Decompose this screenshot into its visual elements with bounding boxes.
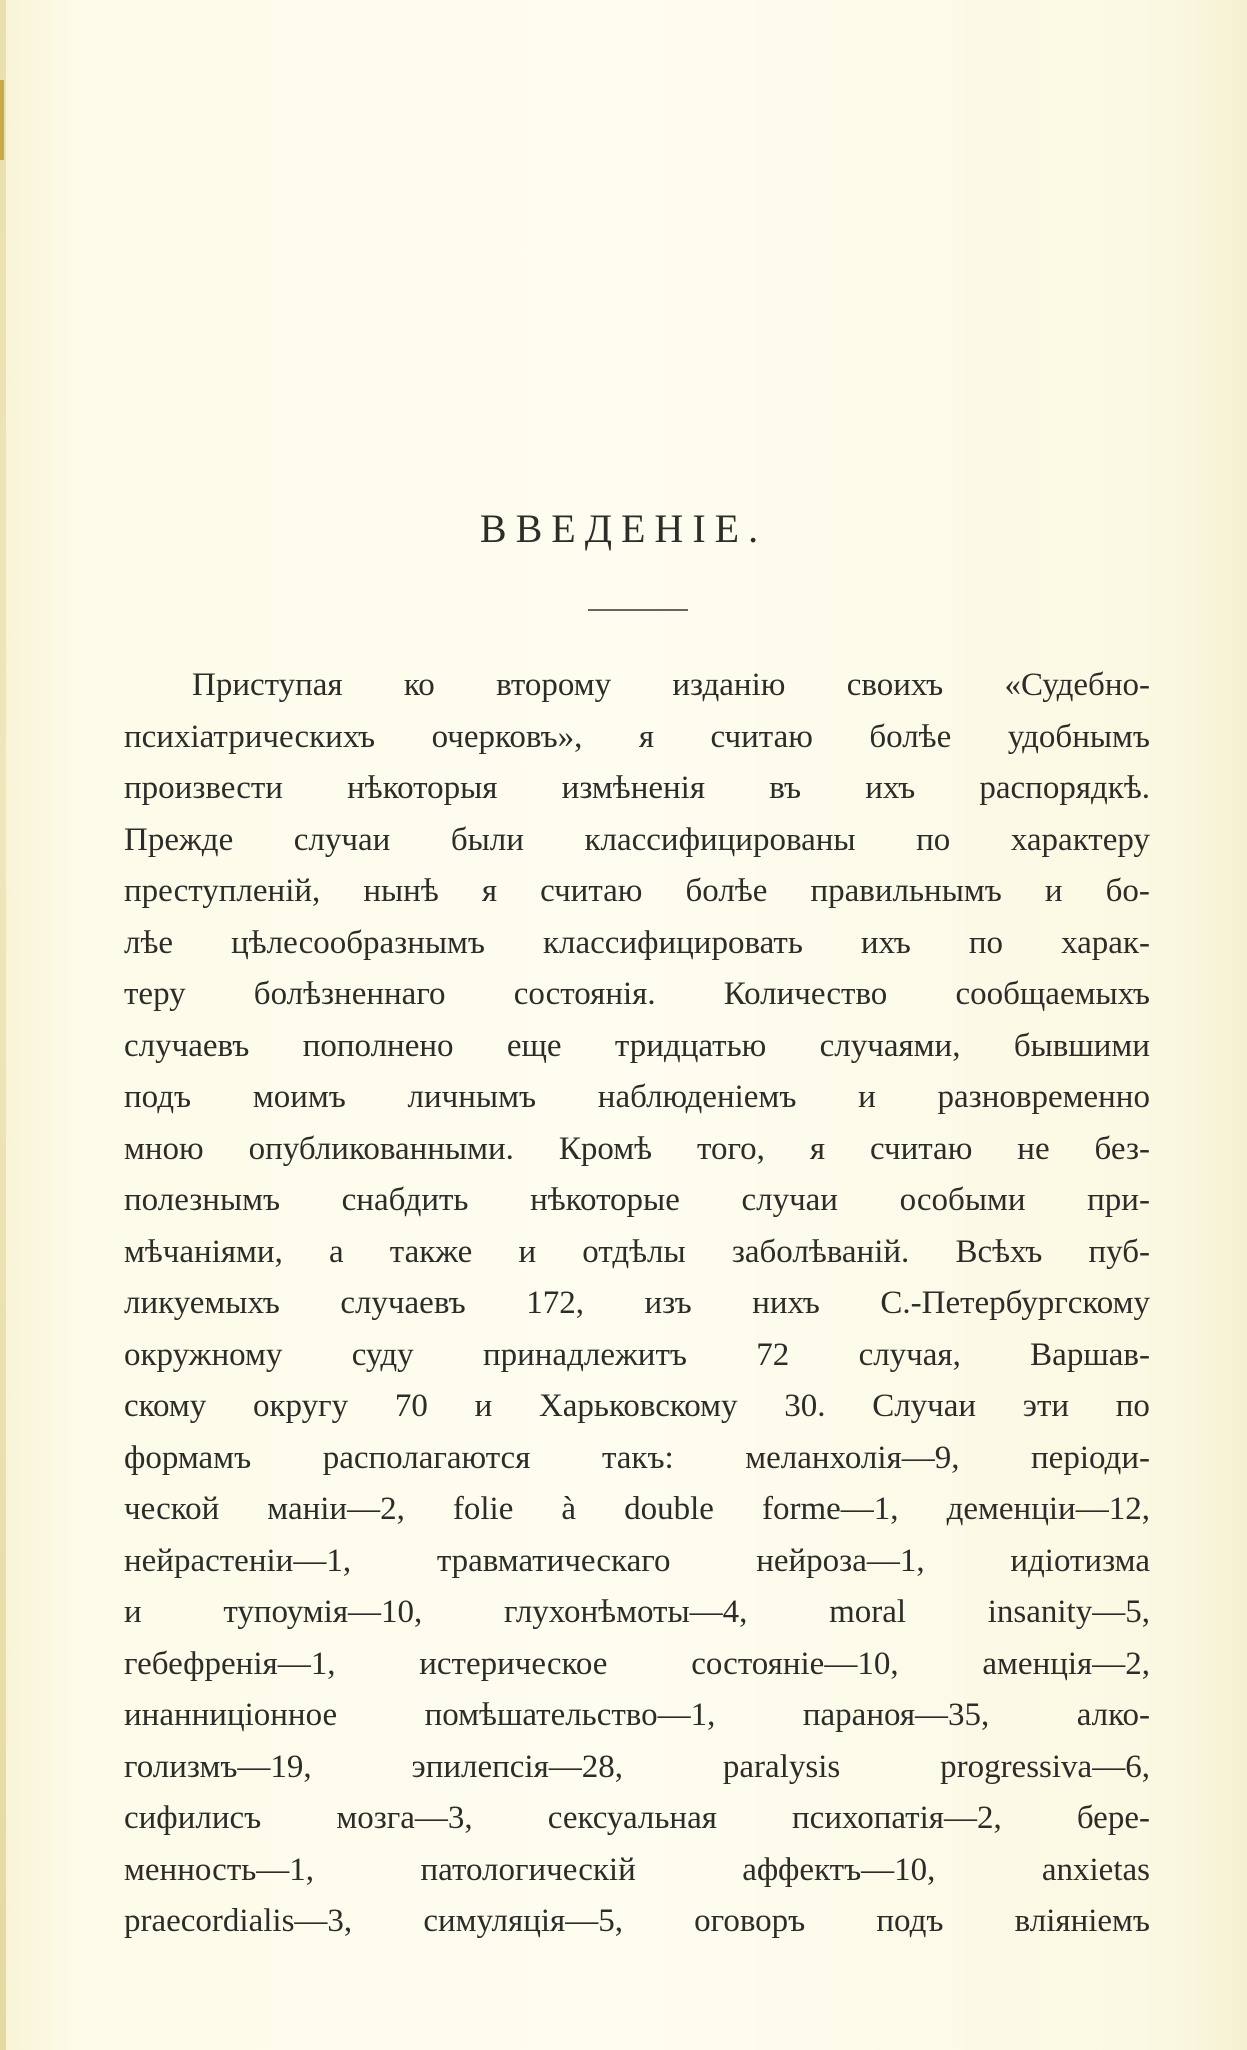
word: считаю <box>869 1130 973 1167</box>
text-line <box>124 1175 1150 1227</box>
page-edge-mark <box>0 80 4 160</box>
word: случаями, <box>819 1027 961 1064</box>
word: paralysis <box>722 1748 841 1785</box>
word: меланхолія—9, <box>745 1439 960 1476</box>
word: эпилепсія—28, <box>411 1748 624 1785</box>
word: распорядкѣ. <box>979 770 1150 806</box>
word: нейрастеніи—1, <box>124 1542 352 1579</box>
word: ко <box>403 667 435 703</box>
word: insanity—5, <box>987 1594 1150 1630</box>
word: параноя—35, <box>802 1697 990 1733</box>
word: особыми <box>899 1182 1026 1218</box>
text-line <box>124 1896 1150 1948</box>
word: при- <box>1087 1182 1150 1218</box>
text-line <box>124 712 1150 764</box>
word: харак- <box>1061 924 1150 961</box>
word: сифилисъ <box>124 1800 262 1836</box>
word: болѣе <box>685 873 768 909</box>
word: без- <box>1094 1130 1150 1167</box>
word: Прежде <box>124 821 234 858</box>
word: Приступая <box>192 667 343 703</box>
text-line <box>124 1793 1150 1845</box>
word: скому <box>124 1388 207 1424</box>
word: истерическое <box>419 1645 608 1682</box>
word: моимъ <box>252 1079 346 1115</box>
word: психопатія—2, <box>792 1800 1002 1836</box>
word: помѣшательство—1, <box>424 1697 716 1733</box>
word: наблюденіемъ <box>597 1079 797 1115</box>
word: случаи <box>741 1182 838 1218</box>
word: считаю <box>540 873 643 909</box>
word: moral <box>829 1594 907 1630</box>
word: бо- <box>1105 873 1150 909</box>
word: случаевъ <box>124 1027 250 1064</box>
word: теру <box>124 976 186 1012</box>
word: и <box>858 1079 876 1115</box>
word: округу <box>252 1388 349 1424</box>
word: Всѣхъ <box>955 1233 1043 1270</box>
word: по <box>1115 1388 1150 1424</box>
word: личнымъ <box>407 1079 537 1115</box>
word: инанниціонное <box>124 1697 338 1733</box>
text-line <box>124 866 1150 918</box>
word: симуляція—5, <box>423 1903 623 1939</box>
word: такъ: <box>601 1439 674 1476</box>
word: я <box>809 1130 826 1167</box>
word: принадлежитъ <box>482 1336 687 1373</box>
word: характеру <box>1010 821 1150 858</box>
word: случаевъ <box>340 1285 466 1321</box>
title-divider <box>588 609 688 611</box>
text-line <box>124 1124 1150 1176</box>
word: ихъ <box>860 924 911 961</box>
word: пуб- <box>1088 1233 1150 1270</box>
chapter-title: ВВЕДЕНІЕ. <box>479 506 768 551</box>
word: 30. <box>784 1388 826 1424</box>
word: и <box>124 1594 142 1630</box>
word: нѣкоторые <box>530 1182 680 1218</box>
word: произвести <box>124 770 283 806</box>
word: формамъ <box>124 1439 252 1476</box>
word: удобнымъ <box>1007 718 1150 755</box>
word: 72 <box>756 1336 790 1373</box>
text-line <box>124 969 1150 1021</box>
word: очерковъ», <box>431 718 583 755</box>
word: пополнено <box>302 1027 454 1064</box>
word: С.-Петербургскому <box>880 1285 1150 1321</box>
word: алко- <box>1076 1697 1150 1733</box>
word: бывшими <box>1013 1027 1150 1064</box>
word: полезнымъ <box>124 1182 281 1218</box>
word: оговоръ <box>694 1903 806 1939</box>
word: я <box>481 873 498 909</box>
word: того, <box>696 1130 765 1167</box>
word: травматическаго <box>436 1542 671 1579</box>
text-line <box>124 918 1150 970</box>
word: anxietas <box>1041 1851 1150 1888</box>
word: цѣлесообразнымъ <box>231 924 485 961</box>
word: и <box>474 1388 493 1424</box>
word: случаи <box>293 821 391 858</box>
word: 70 <box>394 1388 428 1424</box>
word: по <box>916 821 951 858</box>
word: Количество <box>723 976 888 1012</box>
word: мною <box>124 1130 204 1167</box>
word: измѣненія <box>561 770 706 806</box>
page-left-edge <box>0 0 6 2050</box>
text-line <box>124 763 1150 815</box>
text-line <box>124 1381 1150 1433</box>
body-text <box>124 660 1150 1948</box>
word: голизмъ—19, <box>124 1748 312 1785</box>
word: изъ <box>644 1285 692 1321</box>
word: были <box>450 821 524 858</box>
text-line <box>124 1330 1150 1382</box>
word: 172, <box>526 1285 584 1321</box>
text-line <box>124 1639 1150 1691</box>
word: вліяніемъ <box>1014 1903 1150 1939</box>
word: періоди- <box>1031 1439 1150 1476</box>
word: своихъ <box>846 667 944 703</box>
word: я <box>638 718 655 755</box>
text-line <box>124 1742 1150 1794</box>
word: Варшав- <box>1030 1336 1150 1373</box>
text-line <box>124 1278 1150 1330</box>
word: маніи—2, <box>267 1491 405 1527</box>
word: нѣкоторыя <box>347 770 498 806</box>
word: double <box>624 1491 714 1527</box>
word: нейроза—1, <box>756 1542 925 1579</box>
word: состоянія. <box>513 976 656 1012</box>
text-line <box>124 1845 1150 1897</box>
word: болѣзненнаго <box>253 976 446 1012</box>
word: случая, <box>858 1336 961 1373</box>
word: также <box>389 1233 473 1270</box>
text-line <box>124 1484 1150 1536</box>
text-line <box>124 660 1150 712</box>
word: психіатрическихъ <box>124 718 376 755</box>
word: подъ <box>876 1903 944 1939</box>
word: à <box>561 1491 577 1527</box>
word: глухонѣмоты—4, <box>503 1594 748 1630</box>
text-line <box>124 1021 1150 1073</box>
word: Кромѣ <box>558 1130 653 1167</box>
word: деменціи—12, <box>946 1491 1150 1527</box>
word: folie <box>452 1491 514 1527</box>
word: аффектъ—10, <box>742 1851 936 1888</box>
word: состояніе—10, <box>691 1645 899 1682</box>
word: опубликованными. <box>248 1130 514 1167</box>
word: и <box>1044 873 1063 909</box>
word: и <box>518 1233 537 1270</box>
word: мѣчаніями, <box>124 1233 283 1270</box>
word: а <box>329 1233 344 1270</box>
word: правильнымъ <box>810 873 1002 909</box>
text-line <box>124 1433 1150 1485</box>
word: forme—1, <box>761 1491 899 1527</box>
word: praecordialis—3, <box>124 1903 353 1939</box>
word: мозга—3, <box>336 1800 473 1836</box>
text-line <box>124 815 1150 867</box>
word: Случаи <box>872 1388 977 1424</box>
word: Харьковскому <box>538 1388 738 1424</box>
word: progressiva—6, <box>940 1748 1150 1785</box>
word: ихъ <box>865 770 916 806</box>
word: ликуемыхъ <box>124 1285 280 1321</box>
word: классифицированы <box>584 821 856 858</box>
word: гебефренія—1, <box>124 1645 336 1682</box>
word: «Судебно- <box>1004 667 1150 703</box>
word: располагаются <box>322 1439 531 1476</box>
word: патологическій <box>420 1851 636 1888</box>
word: нихъ <box>752 1285 820 1321</box>
word: по <box>968 924 1004 961</box>
word: разновременно <box>937 1079 1150 1115</box>
word: нынѣ <box>363 873 439 909</box>
word: менность—1, <box>124 1851 315 1888</box>
word: въ <box>769 770 802 806</box>
word: тупоумія—10, <box>223 1594 423 1630</box>
word: ческой <box>124 1491 220 1527</box>
word: окружному <box>124 1336 283 1373</box>
word: сообщаемыхъ <box>955 976 1150 1012</box>
word: лѣе <box>124 924 174 961</box>
word: преступленій, <box>124 873 321 909</box>
word: отдѣлы <box>582 1233 686 1270</box>
text-line <box>124 1227 1150 1279</box>
word: второму <box>496 667 612 703</box>
word: классифицировать <box>543 924 803 961</box>
word: тридцатью <box>614 1027 767 1064</box>
text-line <box>124 1536 1150 1588</box>
word: подъ <box>124 1079 192 1115</box>
word: суду <box>351 1336 414 1373</box>
word: снабдить <box>341 1182 469 1218</box>
word: идіотизма <box>1010 1542 1150 1579</box>
word: изданію <box>672 667 786 703</box>
text-line <box>124 1690 1150 1742</box>
word: еще <box>506 1027 562 1064</box>
word: сексуальная <box>547 1800 717 1836</box>
word: бере- <box>1076 1800 1150 1836</box>
text-line <box>124 1072 1150 1124</box>
word: считаю <box>710 718 813 755</box>
word: заболѣваній. <box>731 1233 910 1270</box>
word: аменція—2, <box>982 1645 1150 1682</box>
text-line <box>124 1587 1150 1639</box>
word: болѣе <box>869 718 952 755</box>
word: эти <box>1022 1388 1070 1424</box>
word: не <box>1017 1130 1050 1167</box>
